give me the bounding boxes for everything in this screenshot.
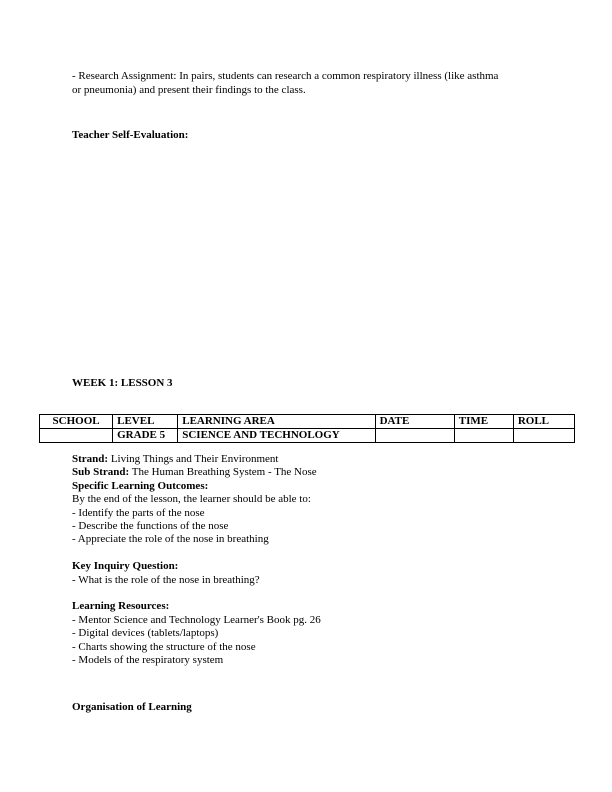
organisation-heading: Organisation of Learning	[72, 701, 192, 713]
resources-heading: Learning Resources:	[72, 600, 170, 613]
strand-line	[72, 453, 321, 466]
header-level: LEVEL	[113, 415, 178, 429]
lesson-plan-body	[72, 453, 321, 667]
list-item: - Describe the functions of the nose	[72, 520, 229, 533]
self-evaluation-heading: Teacher Self-Evaluation:	[72, 129, 189, 141]
sub-strand-line	[72, 466, 321, 479]
strand-label: Strand:	[72, 453, 109, 465]
header-roll: ROLL	[513, 415, 574, 429]
table-row	[40, 429, 575, 443]
inquiry-heading: Key Inquiry Question:	[72, 560, 179, 573]
cell-learning-area: SCIENCE AND TECHNOLOGY	[178, 429, 375, 443]
table-header-row	[40, 415, 575, 429]
cell-roll	[513, 429, 574, 443]
header-school: SCHOOL	[40, 415, 113, 429]
cell-school	[40, 429, 113, 443]
list-item: - Models of the respiratory system	[72, 654, 224, 667]
research-assignment-paragraph	[72, 70, 498, 97]
outcomes-intro: By the end of the lesson, the learner should be able to:	[72, 493, 311, 506]
list-item: - What is the role of the nose in breathing?	[72, 573, 260, 586]
outcomes-heading: Specific Learning Outcomes:	[72, 479, 209, 492]
strand-value: Living Things and Their Environment	[108, 453, 279, 465]
list-item: - Mentor Science and Technology Learner's Book pg. 26	[72, 613, 321, 626]
paragraph-line: or pneumonia) and present their findings to the class.	[72, 83, 306, 96]
week-heading: WEEK 1: LESSON 3	[72, 377, 173, 389]
sub-strand-label: Sub Strand:	[72, 466, 130, 479]
list-item: - Identify the parts of the nose	[72, 506, 205, 519]
lesson-details-table	[39, 414, 575, 443]
header-learning-area: LEARNING AREA	[178, 415, 375, 429]
paragraph-line: - Research Assignment: In pairs, students can research a common respiratory illness (like asthma	[72, 70, 499, 82]
list-item: - Charts showing the structure of the nose	[72, 640, 256, 653]
sub-strand-value: The Human Breathing System - The Nose	[129, 466, 317, 479]
cell-time	[454, 429, 513, 443]
list-item: - Appreciate the role of the nose in breathing	[72, 533, 269, 546]
cell-level: GRADE 5	[113, 429, 178, 443]
header-date: DATE	[375, 415, 454, 429]
header-time: TIME	[454, 415, 513, 429]
cell-date	[375, 429, 454, 443]
list-item: - Digital devices (tablets/laptops)	[72, 627, 219, 640]
